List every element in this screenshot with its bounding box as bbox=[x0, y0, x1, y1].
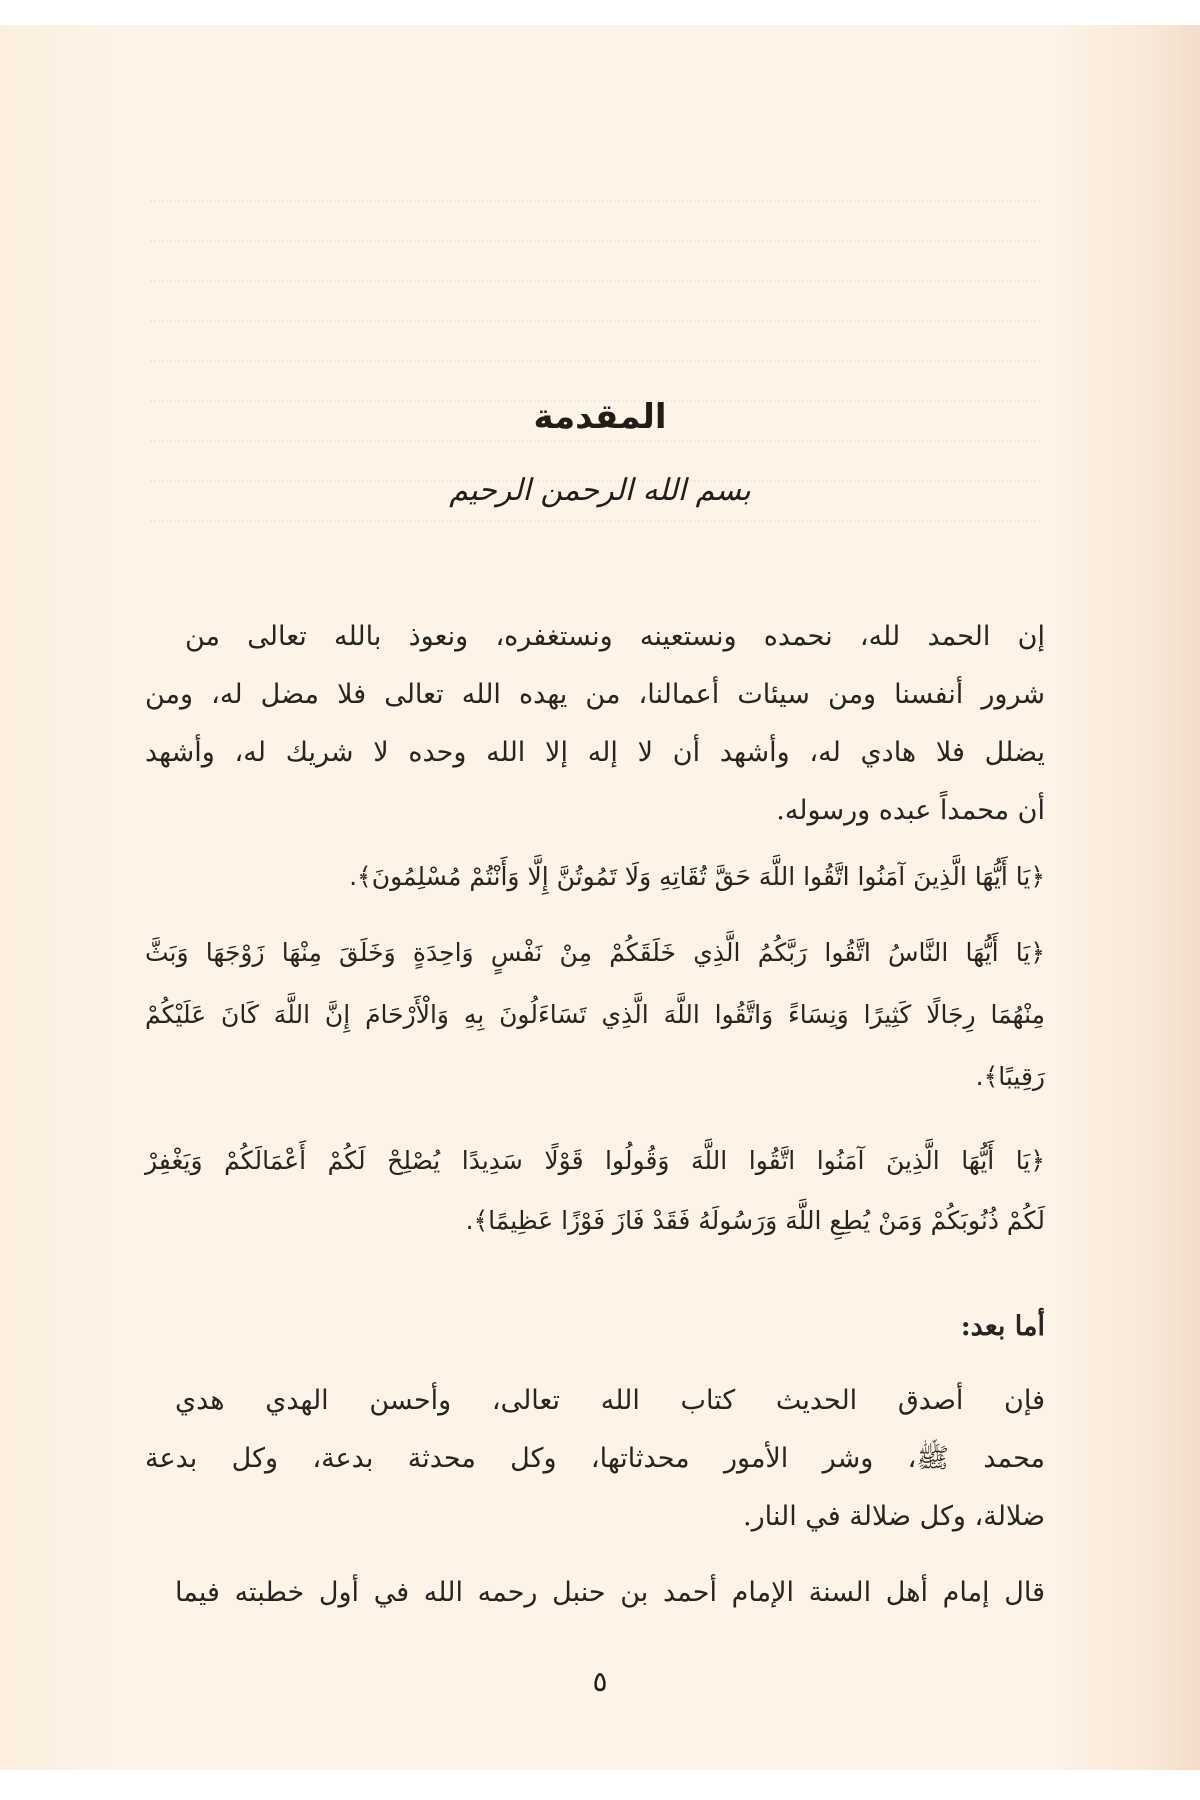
verse-line: رَقِيبًا﴾. bbox=[975, 1062, 1045, 1091]
paragraph-line: يضلل فلا هادي له، وأشهد أن لا إله إلا الله وحده لا شريك له، وأشهد bbox=[145, 737, 1045, 768]
verse-line: لَكُمْ ذُنُوبَكُمْ وَمَنْ يُطِعِ اللَّهَ وَرَسُولَهُ فَقَدْ فَازَ فَوْزًا عَظِيمًا﴾. bbox=[465, 1206, 1045, 1235]
show-through-line bbox=[150, 360, 1040, 372]
paragraph-line: قال إمام أهل السنة الإمام أحمد بن حنبل رحمه الله في أول خطبته فيما bbox=[175, 1577, 1045, 1608]
show-through-line bbox=[150, 200, 1040, 212]
show-through-line bbox=[150, 320, 1040, 332]
paragraph-line: ضلالة، وكل ضلالة في النار. bbox=[743, 1501, 1045, 1532]
paragraph-line: محمد ﷺ، وشر الأمور محدثاتها، وكل محدثة بدعة، وكل بدعة bbox=[145, 1443, 1045, 1474]
paragraph-line: أن محمداً عبده ورسوله. bbox=[776, 795, 1045, 826]
paragraph-line: شرور أنفسنا ومن سيئات أعمالنا، من يهده الله تعالى فلا مضل له، ومن bbox=[145, 679, 1045, 710]
show-through-line bbox=[150, 280, 1040, 292]
section-heading: أما بعد: bbox=[960, 1311, 1045, 1342]
page-number: ٥ bbox=[592, 1665, 608, 1698]
verse-line: مِنْهُمَا رِجَالًا كَثِيرًا وَنِسَاءً وَاتَّقُوا اللَّهَ الَّذِي تَسَاءَلُونَ بِهِ وَالْأَرْحَامَ إِنَّ اللَّهَ كَانَ عَلَيْكُمْ bbox=[145, 1000, 1045, 1029]
paragraph-line: فإن أصدق الحديث كتاب الله تعالى، وأحسن الهدي هدي bbox=[175, 1385, 1045, 1416]
show-through-line bbox=[150, 240, 1040, 252]
verse-line: ﴿يَا أَيُّهَا الَّذِينَ آمَنُوا اتَّقُوا اللَّهَ حَقَّ تُقَاتِهِ وَلَا تَمُوتُنَّ إِلَّا وَأَنْتُمْ مُسْلِمُونَ﴾. bbox=[349, 862, 1045, 891]
paragraph-line: إن الحمد لله، نحمده ونستعينه ونستغفره، ونعوذ بالله تعالى من bbox=[185, 621, 1045, 652]
book-page bbox=[0, 25, 1200, 1770]
basmala-calligraphy: بسم الله الرحمن الرحيم bbox=[449, 473, 751, 508]
show-through-line bbox=[150, 520, 1040, 532]
page-title: المقدمة bbox=[533, 397, 667, 437]
verse-line: ﴿يَا أَيُّهَا الَّذِينَ آمَنُوا اتَّقُوا اللَّهَ وَقُولُوا قَوْلًا سَدِيدًا يُصْلِحْ لَكُمْ أَعْمَالَكُمْ وَيَغْفِرْ bbox=[145, 1146, 1045, 1175]
show-through-line bbox=[150, 440, 1040, 452]
verse-line: ﴿يَا أَيُّهَا النَّاسُ اتَّقُوا رَبَّكُمُ الَّذِي خَلَقَكُمْ مِنْ نَفْسٍ وَاحِدَةٍ وَخَلَقَ مِنْهَا زَوْجَهَا وَبَثَّ bbox=[145, 938, 1045, 967]
